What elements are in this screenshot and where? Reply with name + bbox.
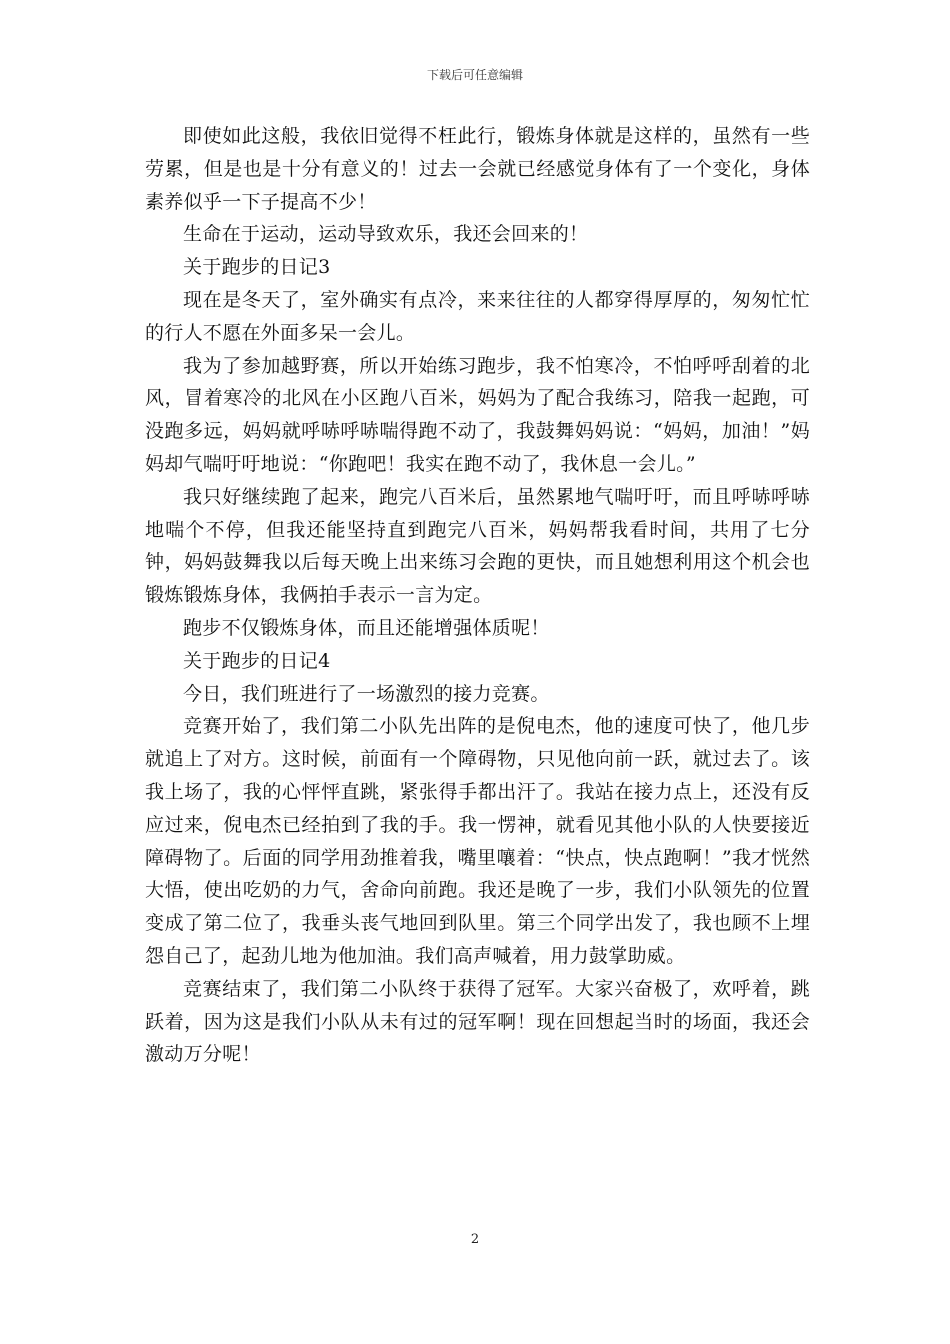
paragraph: 今日，我们班进行了一场激烈的接力竞赛。 [183, 682, 550, 705]
paragraph: 我只好继续跑了起来，跑完八百米后，虽然累地气喘吁吁，而且呼哧呼哧地喘个不停，但我还能坚持直到跑完八百米，妈妈帮我看时间，共用了七分钟，妈妈鼓舞我以后每天晚上出来练习会跑的更快，而且她想利用这个机会也锻炼锻炼身体，我俩拍手表示一言为定。 [145, 485, 810, 607]
paragraph: 跑步不仅锻炼身体，而且还能增强体质呢！ [183, 616, 550, 639]
paragraph: 我为了参加越野赛，所以开始练习跑步，我不怕寒冷，不怕呼呼刮着的北风，冒着寒冷的北风在小区跑八百米，妈妈为了配合我练习，陪我一起跑，可没跑多远，妈妈就呼哧呼哧喘得跑不动了，我鼓舞妈妈说：“妈妈，加油！”妈妈却气喘吁吁地说：“你跑吧！我实在跑不动了，我休息一会儿。” [145, 354, 810, 475]
paragraph: 竞赛开始了，我们第二小队先出阵的是倪电杰，他的速度可快了，他几步就追上了对方。这时候，前面有一个障碍物，只见他向前一跃，就过去了。该我上场了，我的心怦怦直跳，紧张得手都出汗了。我站在接力点上，还没有反应过来，倪电杰已经拍到了我的手。我一愣神，就看见其他小队的人快要接近障碍物了。后面的同学用劲推着我，嘴里嚷着：“快点，快点跑啊！”我才恍然大悟，使出吃奶的力气，舍命向前跑。我还是晚了一步，我们小队领先的位置变成了第二位了，我垂头丧气地回到队里。第三个同学出发了，我也顾不上埋怨自己了，起劲儿地为他加油。我们高声喊着，用力鼓掌助威。 [145, 715, 810, 967]
document-body [145, 120, 810, 1071]
paragraph: 竞赛结束了，我们第二小队终于获得了冠军。大家兴奋极了，欢呼着，跳跃着，因为这是我们小队从未有过的冠军啊！现在回想起当时的场面，我还会激动万分呢！ [145, 977, 810, 1066]
paragraph: 即使如此这般，我依旧觉得不枉此行，锻炼身体就是这样的，虽然有一些劳累，但是也是十分有意义的！过去一会就已经感觉身体有了一个变化，身体素养似乎一下子提高不少！ [145, 125, 810, 213]
section-heading: 关于跑步的日记3 [183, 256, 331, 279]
section-heading: 关于跑步的日记4 [183, 649, 331, 672]
header-note: 下载后可任意编辑 [426, 68, 523, 82]
paragraph: 现在是冬天了，室外确实有点冷，来来往往的人都穿得厚厚的，匆匆忙忙的行人不愿在外面多呆一会儿。 [145, 288, 810, 344]
paragraph: 生命在于运动，运动导致欢乐，我还会回来的！ [183, 223, 589, 246]
page-number: 2 [470, 1232, 480, 1247]
